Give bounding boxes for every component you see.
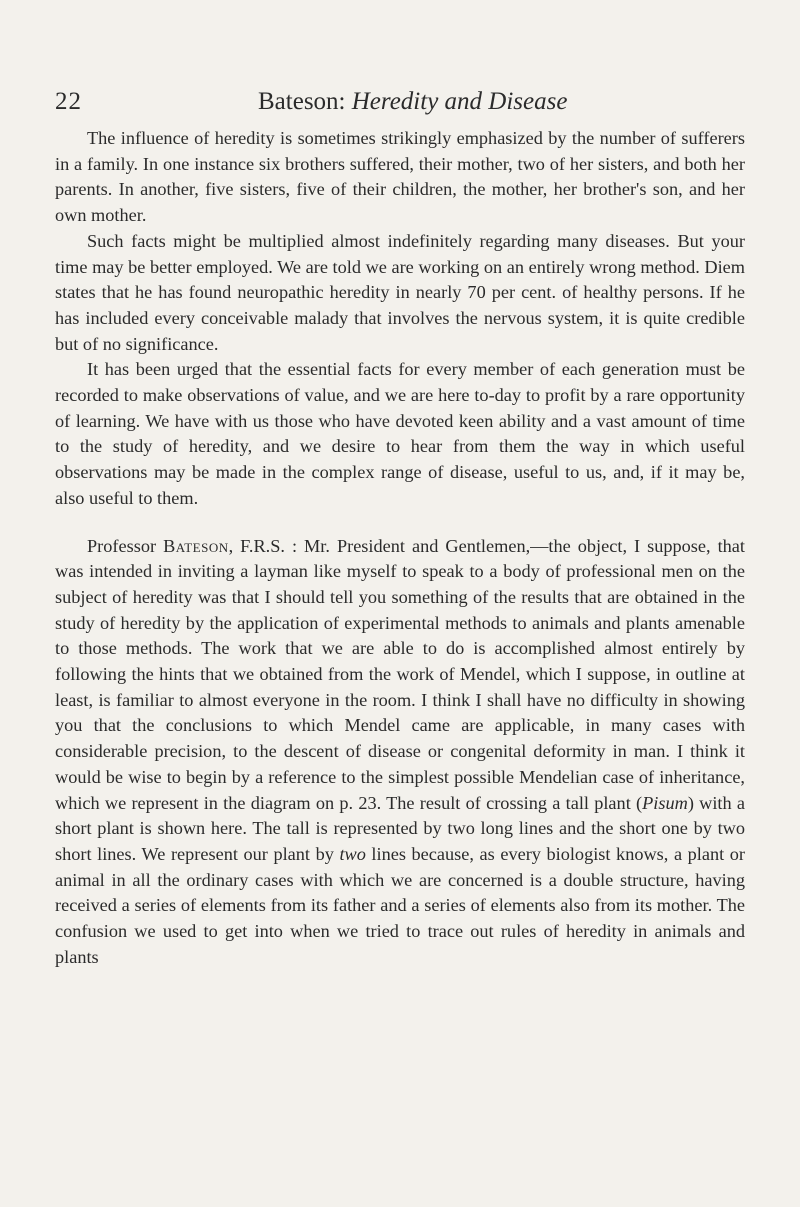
paragraph-4-text-c: lines because, as every biologist knows, a plant or animal in all the ordinary cases with which we are concerned is a double structure, having received a series of elements from its father and a series of elements also from its mother. The confusion we used to get into when we tried to trace out rules of heredity in animals and plants [55,843,745,967]
paragraph-1: The influence of heredity is sometimes strikingly emphasized by the number of sufferers in a family. In one instance six brothers suffered, their mother, two of her sisters, and both her parents. In another, five sisters, five of their children, the mother, her brother's son, and her own mother. [55,128,745,226]
paragraph-4-text-a: Mr. President and Gentlemen,—the object, I suppose, that was intended in inviting a layman like myself to speak to a body of professional men on the subject of heredity was that I should tell you something of the results that are obtained in the study of heredity by the application of experimental methods to animals and plants amenable to those methods. The work that we are able to do is accomplished almost entirely by following the hints that we obtained from the work of Mendel, which I suppose, in outline at least, is familiar to almost everyone in the room. I think I shall have no difficulty in showing you that the conclusions to which Mendel came are applicable, in many cases with considerable precision, to the descent of disease or congenital deformity in man. I think it would be wise to begin by a reference to the simplest possible Mendelian case of inheritance, which we represent in the diagram on p. 23. The result of crossing a tall plant ( [55,535,745,813]
paragraph-2: Such facts might be multiplied almost indefinitely regarding many diseases. But your time may be better employed. We are told we are working on an entirely wrong method. Diem states that he has found neuropathic heredity in nearly 70 per cent. of healthy persons. If he has included every conceivable malady that involves the nervous system, it is quite credible but of no significance. [55,230,745,354]
paragraph-4-text-b: ) with a short plant is shown here. The tall is represented by two long lines and the short one by two short lines. We represent our plant by [55,792,745,864]
speaker-prefix: Professor [87,535,164,556]
speaker-suffix: , F.R.S. : [228,535,305,556]
running-title-work: Heredity and Disease [351,88,568,115]
running-title-colon: : [338,88,346,115]
two-emphasis: two [339,843,366,864]
page-number: 22 [55,88,82,115]
page-header [55,80,745,120]
body-text [55,126,745,971]
speaker-name: Bateson [163,535,229,556]
pisum-term: Pisum [642,792,688,813]
paragraph-3: It has been urged that the essential facts for every member of each generation must be recorded to make observations of value, and we are here to-day to profit by a rare opportunity of learning. We have with us those who have devoted keen ability and a vast amount of time to the study of heredity, and we desire to hear from them the way in which useful observations may be made in the complex range of disease, useful to us, and, if it may be, also useful to them. [55,359,745,508]
running-title [258,88,567,116]
paragraph-4 [55,534,745,971]
running-title-author: Bateson [258,88,339,115]
